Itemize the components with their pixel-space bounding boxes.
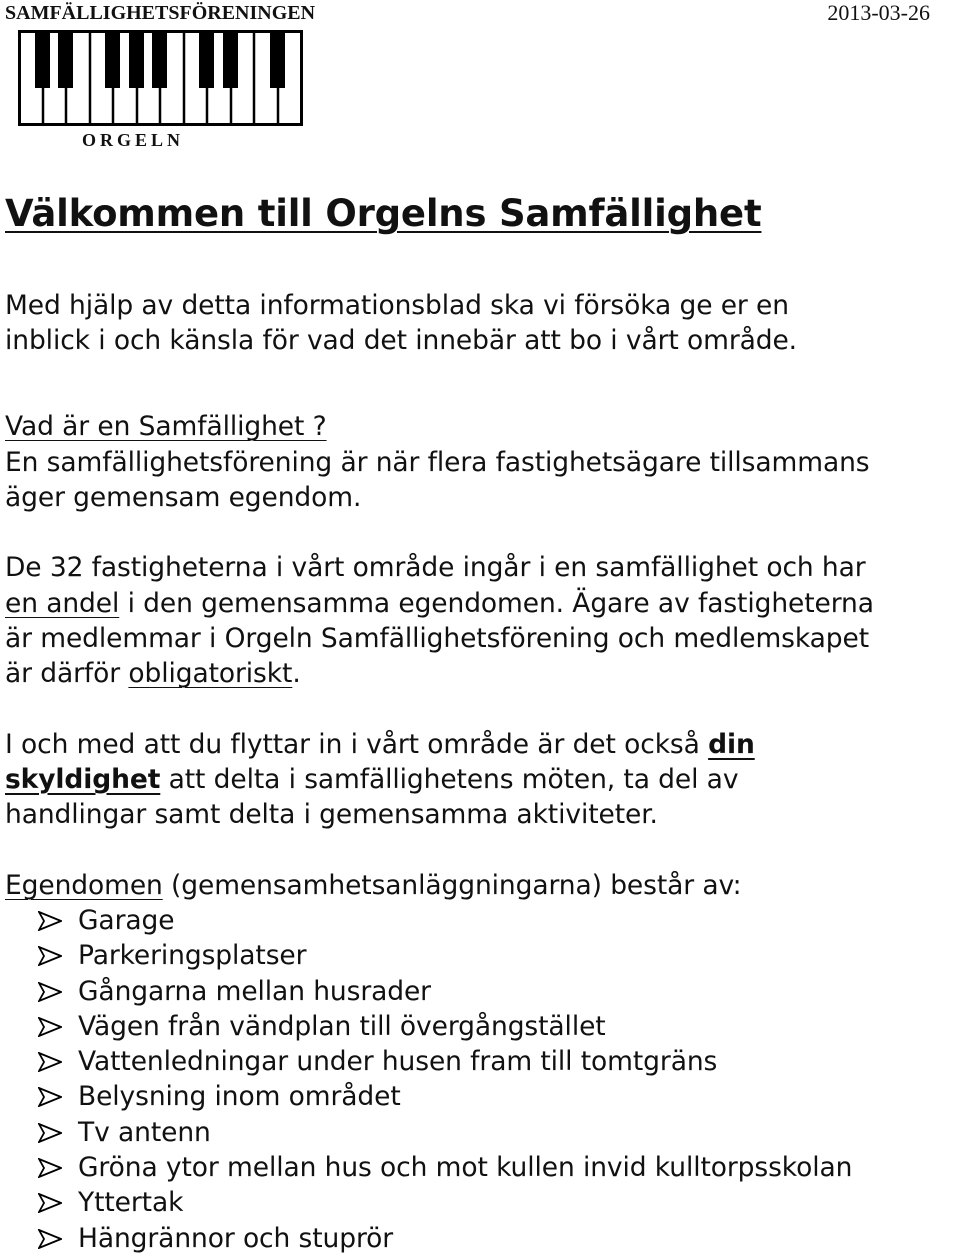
- section2-line-4-suffix: .: [292, 658, 301, 689]
- intro-line-2: inblick i och känsla för vad det innebär att bo i vårt område.: [5, 325, 798, 356]
- section1-line-2: äger gemensam egendom.: [5, 482, 362, 513]
- din-emphasis: din: [708, 729, 755, 760]
- list-item-label: Hängrännor och stuprör: [78, 1222, 394, 1254]
- list-item-label: Gröna ytor mellan hus och mot kullen invid kulltorpsskolan: [78, 1152, 853, 1184]
- intro-line-1: Med hjälp av detta informationsblad ska vi försöka ge er en: [5, 290, 789, 321]
- arrow-bullet-icon: [38, 1229, 62, 1249]
- section-heading-samfallighet: Vad är en Samfällighet ?: [5, 411, 327, 442]
- list-item-label: Garage: [78, 905, 175, 936]
- section1-line-1: En samfällighetsförening är när flera fastighetsägare tillsammans: [5, 447, 870, 478]
- list-item: [0, 1044, 852, 1079]
- arrow-bullet-icon: [38, 1017, 62, 1037]
- list-item-label: Vägen från vändplan till övergångstället: [78, 1010, 606, 1042]
- arrow-bullet-icon: [38, 1193, 62, 1213]
- header-date: 2013-03-26: [827, 0, 930, 25]
- list-item: [0, 974, 852, 1009]
- section2-line-1: De 32 fastigheterna i vårt område ingår i en samfällighet och har: [5, 552, 866, 583]
- section3-line-1: [5, 727, 960, 762]
- list-item-label: Tv antenn: [78, 1116, 211, 1148]
- piano-keys-logo: [18, 30, 303, 126]
- list-item-label: Gångarna mellan husrader: [78, 975, 431, 1007]
- egendom-list: [0, 903, 852, 1256]
- section2-line-2-rest: i den gemensamma egendomen. Ägare av fastigheterna: [119, 588, 874, 619]
- arrow-bullet-icon: [38, 946, 62, 966]
- list-item: [0, 903, 852, 938]
- arrow-bullet-icon: [38, 1158, 62, 1178]
- section2-line-4-prefix: är därför: [5, 658, 129, 689]
- arrow-bullet-icon: [38, 982, 62, 1002]
- arrow-bullet-icon: [38, 1123, 62, 1143]
- egendomen-underlined: Egendomen: [5, 870, 163, 901]
- list-item-label: Vattenledningar under husen fram till tomtgräns: [78, 1046, 718, 1078]
- list-item: [0, 1115, 852, 1150]
- page-title: Välkommen till Orgelns Samfällighet: [5, 192, 762, 235]
- section3-line-1-text: I och med att du flyttar in i vårt område är det också: [5, 729, 709, 760]
- list-item: [0, 1150, 852, 1185]
- header-org-name: SAMFÄLLIGHETSFÖRENINGEN: [5, 2, 316, 24]
- section3-line-2: [5, 762, 960, 797]
- arrow-bullet-icon: [38, 1087, 62, 1107]
- skyldighet-emphasis: skyldighet: [5, 764, 161, 795]
- list-item: [0, 1079, 852, 1114]
- arrow-bullet-icon: [38, 911, 62, 931]
- section2-line-4: [5, 656, 960, 691]
- andel-underlined: en andel: [5, 588, 120, 619]
- egendom-heading-rest: (gemensamhetsanläggningarna) består av:: [162, 870, 742, 901]
- list-item-label: Parkeringsplatser: [78, 940, 307, 972]
- logo-name: ORGELN: [82, 130, 185, 150]
- section3-line-3: handlingar samt delta i gemensamma aktiviteter.: [5, 799, 658, 830]
- obligatoriskt-underlined: obligatoriskt: [128, 658, 293, 689]
- list-item: [0, 938, 852, 973]
- section2-line-2: [5, 586, 960, 621]
- egendom-heading: [5, 868, 960, 903]
- section2-line-3: är medlemmar i Orgeln Samfällighetsförening och medlemskapet: [5, 623, 869, 654]
- list-item: [0, 1009, 852, 1044]
- list-item: [0, 1221, 852, 1256]
- list-item-label: Yttertak: [78, 1187, 184, 1219]
- section3-line-2-text: att delta i samfällighetens möten, ta del av: [160, 764, 739, 795]
- list-item-label: Belysning inom området: [78, 1081, 401, 1113]
- arrow-bullet-icon: [38, 1052, 62, 1072]
- list-item: [0, 1185, 852, 1220]
